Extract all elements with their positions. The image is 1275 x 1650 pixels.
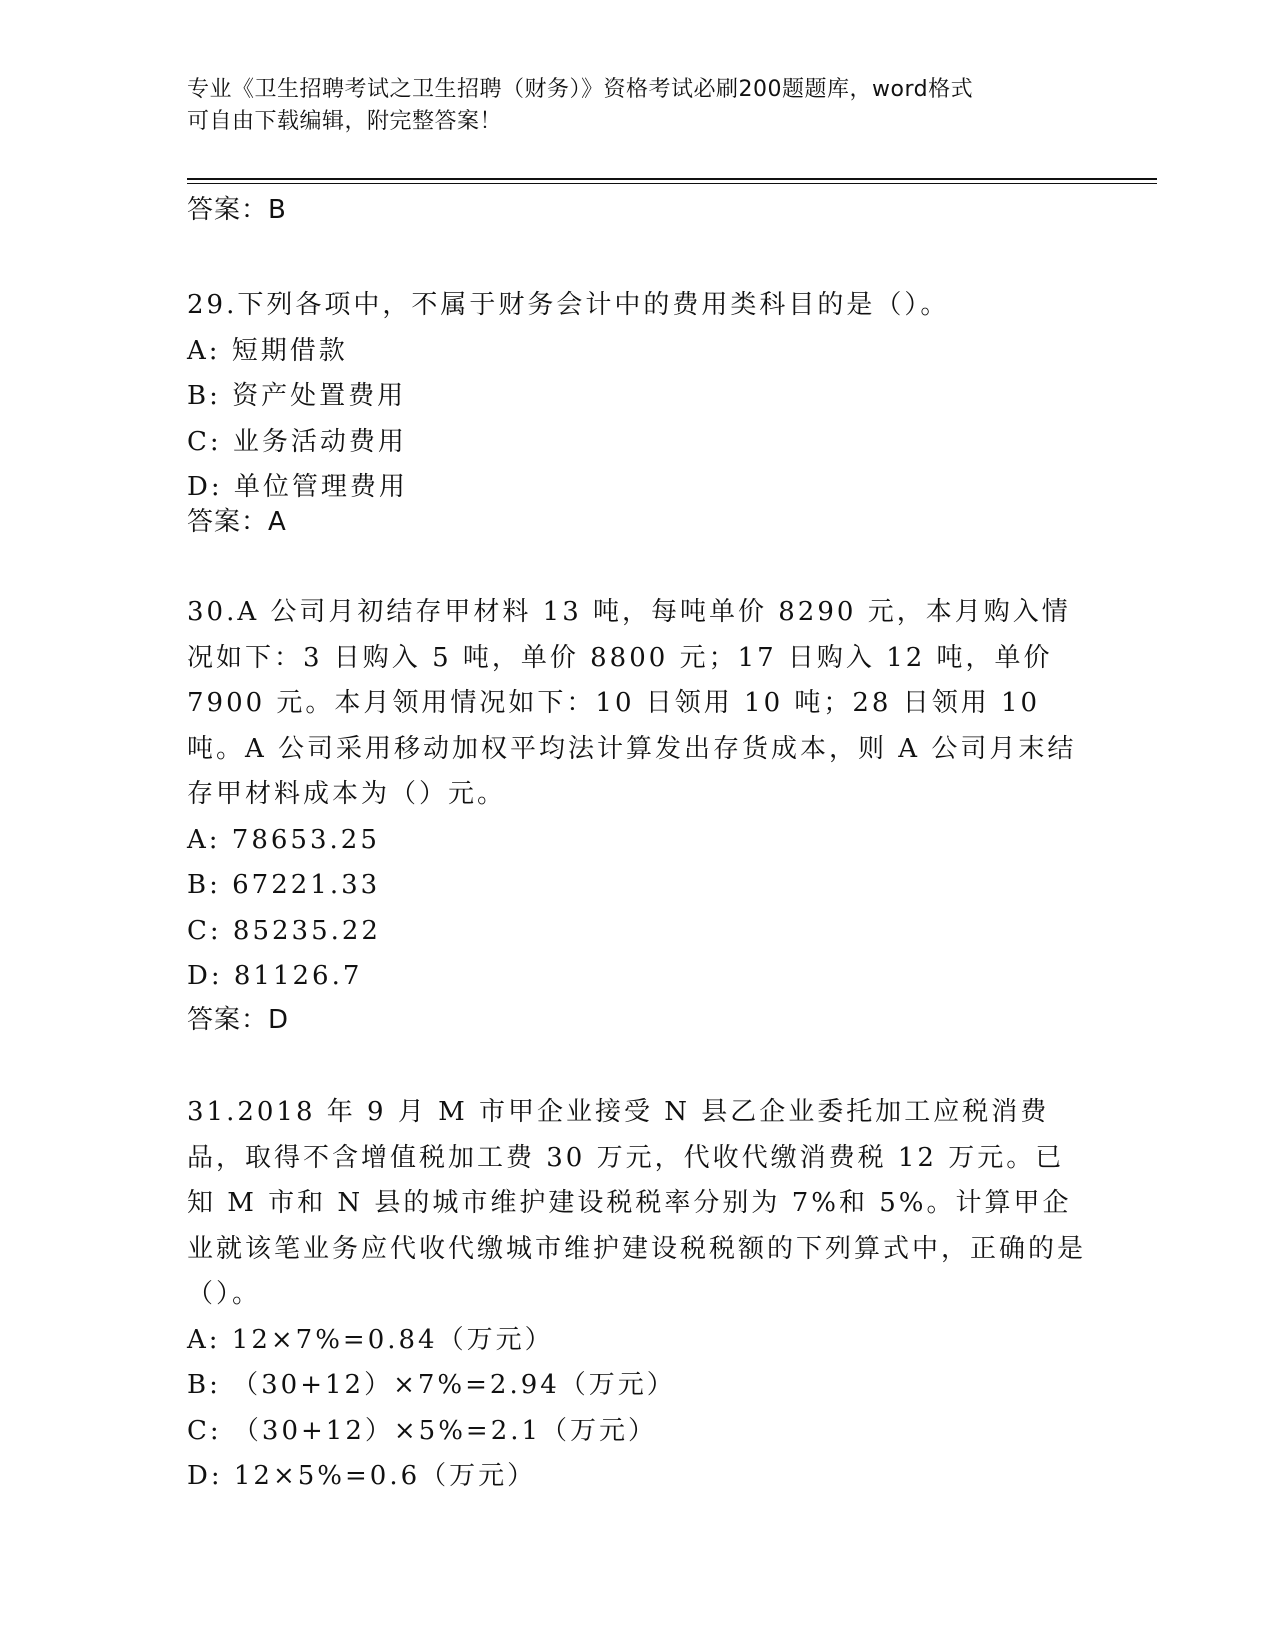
header-divider-thick (187, 178, 1157, 180)
question-stem: 31.2018 年 9 月 M 市甲企业接受 N 县乙企业委托加工应税消费品，取得不含增值税加工费 30 万元，代收代缴消费税 12 万元。已知 M 市和 N 县的城市维护建设税税率分别为 7%和 5%。计算甲企业就该笔业务应代收代缴城市维护建设税税额的下列算式中，正确的是（）。 (187, 1097, 1087, 1309)
option-d: D: 81126.7 (187, 961, 363, 991)
option-a: A: 12×7%=0.84（万元） (187, 1324, 554, 1355)
question-30 (187, 590, 1087, 1000)
header-divider-thin (187, 183, 1157, 184)
answer-30: 答案：D (187, 1005, 290, 1035)
answer-29: 答案：A (187, 507, 287, 537)
option-a: A: 短期借款 (187, 335, 348, 366)
option-b: B: （30+12）×7%=2.94（万元） (187, 1370, 676, 1400)
question-31 (187, 1090, 1087, 1500)
question-29 (187, 283, 1087, 511)
option-c: C: （30+12）×5%=2.1（万元） (187, 1415, 658, 1446)
question-stem: 30.A 公司月初结存甲材料 13 吨，每吨单价 8290 元，本月购入情况如下：3 日购入 5 吨，单价 8800 元；17 日购入 12 吨，单价 7900 元。本月领用情况如下：10 日领用 10 吨；28 日领用 10 吨。A 公司采用移动加权平均法计算发出存货成本，则 A 公司月末结存甲材料成本为（）元。 (187, 597, 1077, 809)
question-stem: 29.下列各项中，不属于财务会计中的费用类科目的是（）。 (187, 290, 950, 320)
header-line-1: 专业《卫生招聘考试之卫生招聘（财务）》资格考试必刷200题题库，word格式 (187, 77, 974, 102)
option-b: B: 67221.33 (187, 870, 381, 900)
document-header (187, 74, 1067, 138)
option-c: C: 业务活动费用 (187, 426, 407, 457)
answer-28: 答案：B (187, 195, 287, 225)
option-b: B: 资产处置费用 (187, 381, 407, 411)
header-line-2: 可自由下载编辑，附完整答案！ (187, 109, 503, 134)
option-d: D: 单位管理费用 (187, 472, 408, 502)
option-d: D: 12×5%=0.6（万元） (187, 1461, 537, 1491)
option-c: C: 85235.22 (187, 915, 381, 946)
option-a: A: 78653.25 (187, 824, 380, 855)
